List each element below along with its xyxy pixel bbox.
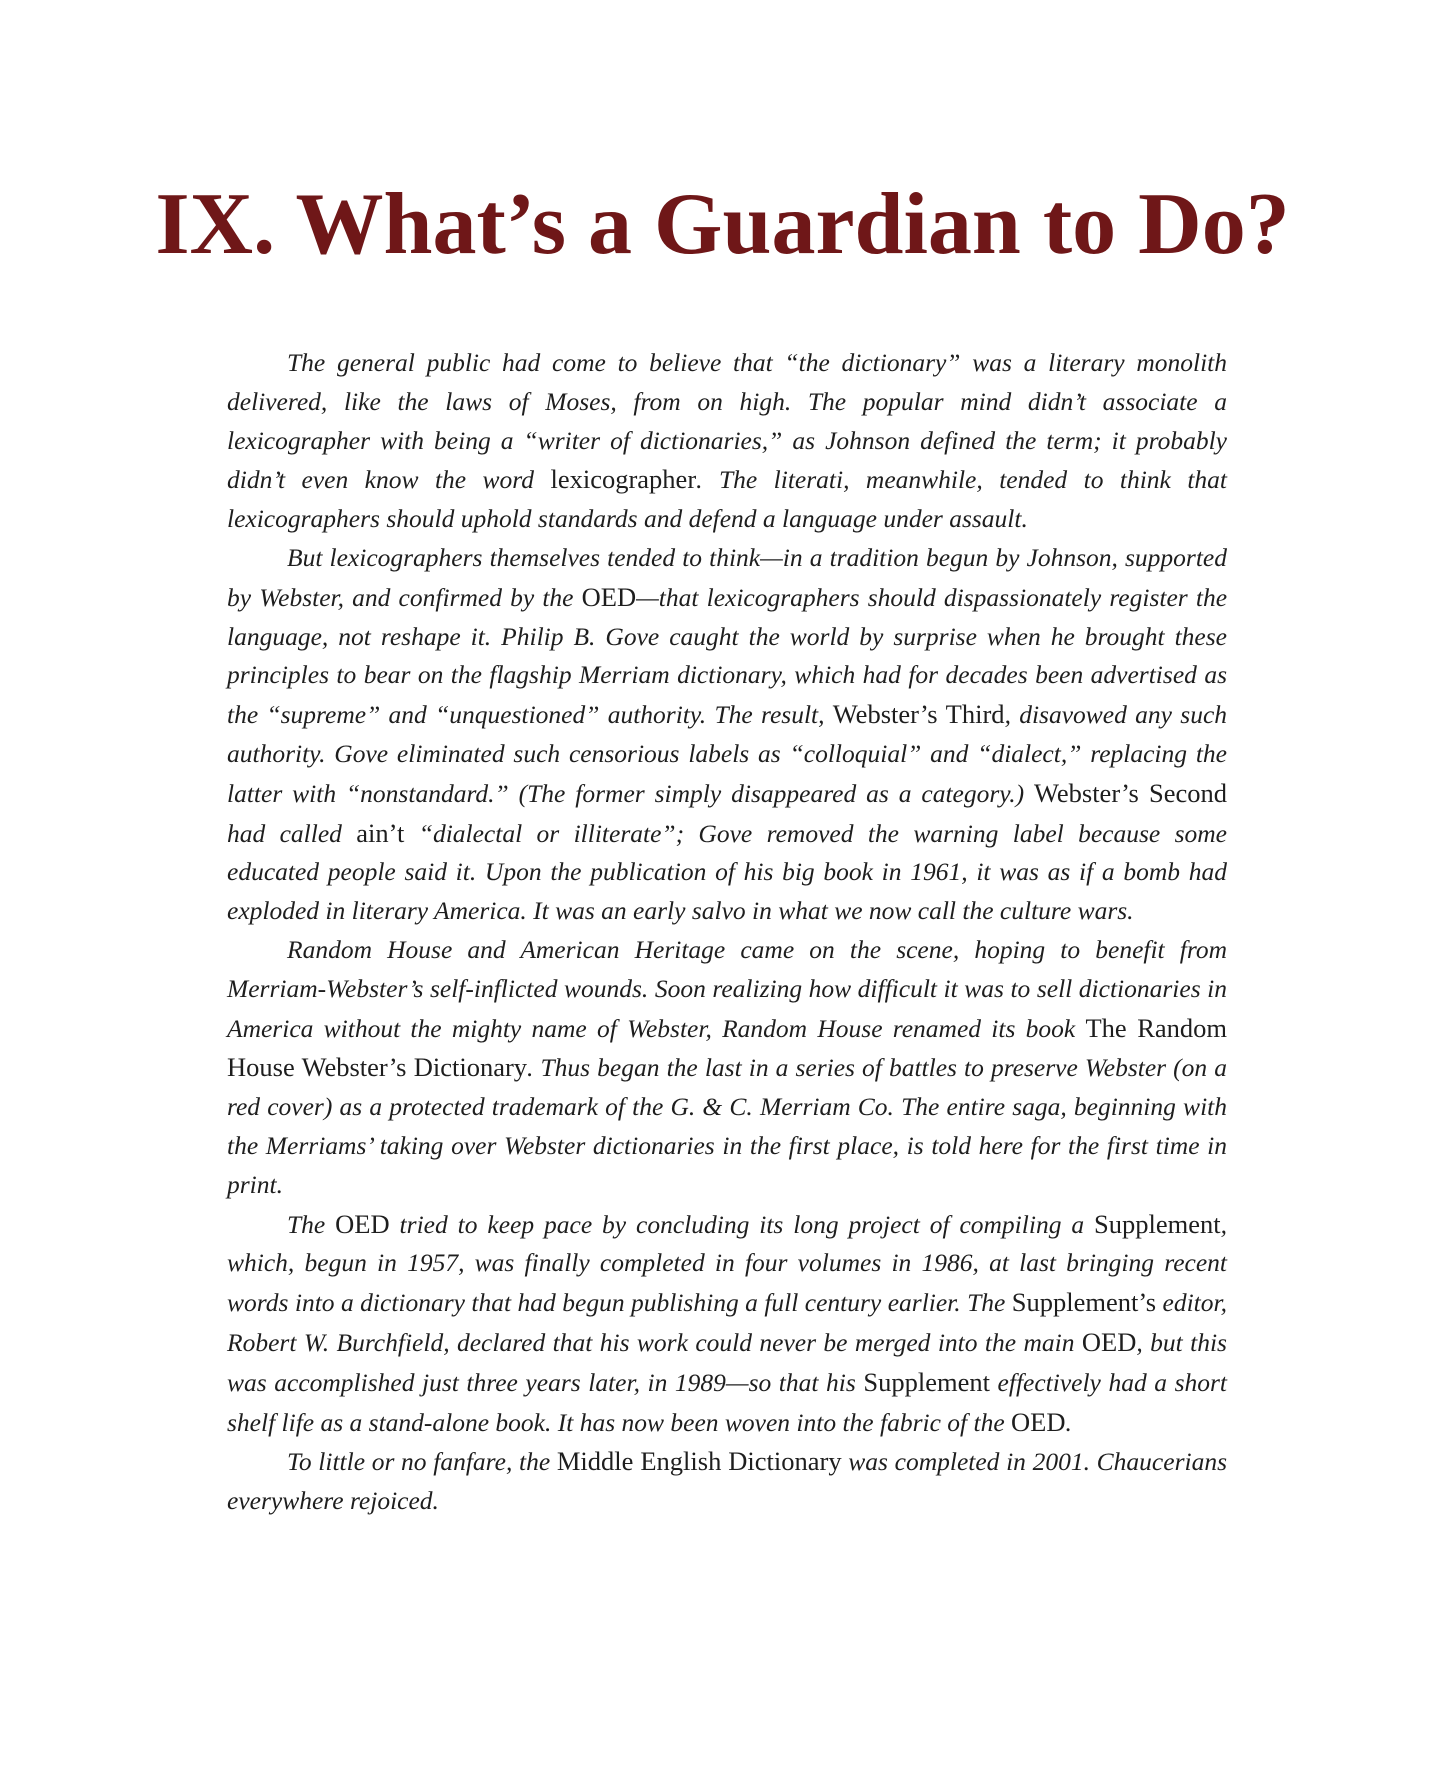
paragraph: The general public had come to believe that “the dictionary” was a literary monolith delivered, like the laws of Moses, from on high. The popular mind didn’t associate a lexicographer with being a “writer of dictionaries,” as Johnson defined the term; it probably didn’t even know the word lexicographer. The literati, meanwhile, tended to think that lexicographers should uphold standards and defend a language under assault.	[227, 348, 1227, 534]
paragraph: But lexicographers themselves tended to think—in a tradition begun by Johnson, supported by Webster, and confirmed by the OED—that lexicographers should dispassionately register the language, not reshape it. Philip B. Gove caught the world by surprise when he brought these principles to bear on the flagship Merriam dictionary, which had for decades been advertised as the “supreme” and “unquestioned” authority. The result, Webster’s Third, disavowed any such authority. Gove eliminated such censorious labels as “colloquial” and “dialect,” replacing the latter with “nonstandard.” (The former simply disappeared as a category.) Webster’s Second had called ain’t “dialectal or illiterate”; Gove removed the warning label because some educated people said it. Upon the publication of his big book in 1961, it was as if a bomb had exploded in literary America. It was an early salvo in what we now call the culture wars.	[227, 542, 1228, 926]
chapter-title: IX. What’s a Guardian to Do?	[155, 176, 1290, 273]
paragraph: Random House and American Heritage came on the scene, hoping to benefit from Merriam-Webster’s self-inflicted wounds. Soon realizing how difficult it was to sell dictionaries in America without the mighty name of Webster, Random House renamed its book The Random House Webster’s Dictionary. Thus began the last in a series of battles to preserve Webster (on a red cover) as a protected trademark of the G. & C. Merriam Co. The entire saga, beginning with the Merriams’ taking over Webster dictionaries in the first place, is told here for the first time in print.	[227, 934, 1227, 1199]
paragraph: To little or no fanfare, the Middle English Dictionary was completed in 2001. Chaucerians everywhere rejoiced.	[227, 1446, 1227, 1516]
body-text	[227, 344, 1227, 1521]
paragraph: The OED tried to keep pace by concluding its long project of compiling a Supplement, which, begun in 1957, was finally completed in four volumes in 1986, at last bringing recent words into a dictionary that had begun publishing a full century earlier. The Supplement’s editor, Robert W. Burchfield, declared that his work could never be merged into the main OED, but this was accomplished just three years later, in 1989—so that his Supplement effectively had a short shelf life as a stand-alone book. It has now been woven into the fabric of the OED.	[227, 1208, 1228, 1437]
